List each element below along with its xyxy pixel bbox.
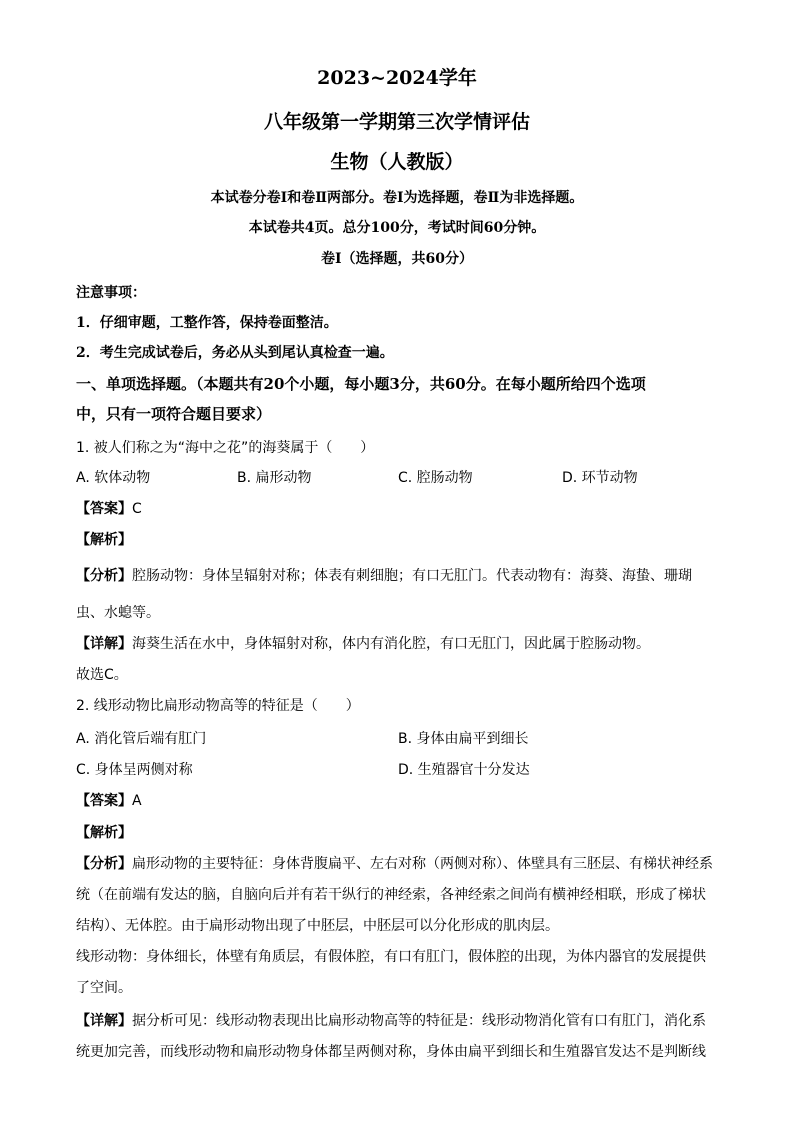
q2-answer-tag: 【答案】: [76, 793, 132, 809]
q1-fenxi-tag: 【分析】: [76, 568, 132, 584]
q1-conclusion: 故选C。: [76, 667, 128, 683]
part-title: 卷Ⅰ（选择题，共60分）: [320, 251, 474, 267]
exam-info-2: 本试卷共4页。总分100分，考试时间60分钟。: [248, 220, 546, 236]
q2-option-d: D. 生殖器官十分发达: [398, 762, 530, 778]
q1-answer-tag: 【答案】: [76, 501, 132, 517]
q2-xiangjie-line2: 统更加完善，而线形动物和扁形动物身体都呈两侧对称，身体由扁平到细长和生殖器官发达不是判断线: [76, 1044, 706, 1060]
q2-fenxi-line1: [76, 855, 713, 873]
q1-fenxi-line1: [76, 567, 692, 585]
q2-analysis-tag: 【解析】: [76, 825, 132, 841]
q2-xiangjie-tag: 【详解】: [76, 1013, 132, 1029]
q2-answer: [76, 792, 142, 810]
section-heading-line2: 中，只有一项符合题目要求）: [76, 405, 272, 423]
notes-title: 注意事项：: [76, 285, 146, 301]
q1-option-b: B. 扁形动物: [237, 470, 312, 486]
q2-fenxi-line5: 了空间。: [76, 980, 132, 996]
q1-xiangjie-tag: 【详解】: [76, 636, 132, 652]
q2-option-c: C. 身体呈两侧对称: [76, 762, 193, 778]
q1-option-d: D. 环节动物: [562, 470, 638, 486]
q2-fenxi-text-1: 扁形动物的主要特征：身体背腹扁平、左右对称（两侧对称）、体壁具有三胚层、有梯状神经系: [132, 856, 713, 872]
q1-answer: [76, 500, 142, 518]
exam-info-1: 本试卷分卷Ⅰ和卷Ⅱ两部分。卷Ⅰ为选择题，卷Ⅱ为非选择题。: [210, 190, 584, 206]
q1-fenxi-line2: 虫、水螅等。: [76, 605, 160, 621]
title-subject: 生物（人教版）: [330, 151, 464, 173]
q2-option-b: B. 身体由扁平到细长: [398, 731, 529, 747]
q1-xiangjie-text: 海葵生活在水中，身体辐射对称，体内有消化腔，有口无肛门，因此属于腔肠动物。: [132, 636, 650, 652]
q1-fenxi-text-1: 腔肠动物：身体呈辐射对称；体表有刺细胞；有口无肛门。代表动物有：海葵、海蛰、珊瑚: [132, 568, 692, 584]
q2-option-a: A. 消化管后端有肛门: [76, 731, 207, 747]
q2-fenxi-line4: 线形动物：身体细长，体壁有角质层，有假体腔，有口有肛门，假体腔的出现，为体内器官的发展提供: [76, 949, 706, 965]
note-item-1: 1．仔细审题，工整作答，保持卷面整洁。: [76, 315, 338, 331]
q1-xiangjie-line: [76, 635, 650, 653]
q1-option-c: C. 腔肠动物: [398, 470, 473, 486]
q2-answer-value: A: [132, 793, 142, 809]
q1-option-a: A. 软体动物: [76, 470, 151, 486]
title-exam: 八年级第一学期第三次学情评估: [263, 111, 530, 133]
q1-stem: 1. 被人们称之为“海中之花”的海葵属于（ ）: [76, 440, 375, 456]
q2-xiangjie-line1: [76, 1012, 706, 1030]
section-heading-line1: 一、单项选择题。（本题共有20个小题，每小题3分，共60分。在每小题所给四个选项: [76, 375, 646, 393]
q2-fenxi-line3: 结构）、无体腔。由于扁形动物出现了中胚层，中胚层可以分化形成的肌肉层。: [76, 918, 559, 934]
q2-fenxi-line2: 统（在前端有发达的脑，自脑向后并有若干纵行的神经索，各神经索之间尚有横神经相联，形成了梯状: [76, 887, 706, 903]
q1-analysis-tag: 【解析】: [76, 532, 132, 548]
q2-xiangjie-text-1: 据分析可见：线形动物表现出比扁形动物高等的特征是：线形动物消化管有口有肛门，消化系: [132, 1013, 706, 1029]
q2-stem: 2. 线形动物比扁形动物高等的特征是（ ）: [76, 698, 360, 714]
note-item-2: 2．考生完成试卷后，务必从头到尾认真检查一遍。: [76, 345, 394, 361]
title-year: 2023~2024学年: [317, 67, 477, 89]
q2-fenxi-tag: 【分析】: [76, 856, 132, 872]
q1-answer-value: C: [132, 501, 142, 517]
